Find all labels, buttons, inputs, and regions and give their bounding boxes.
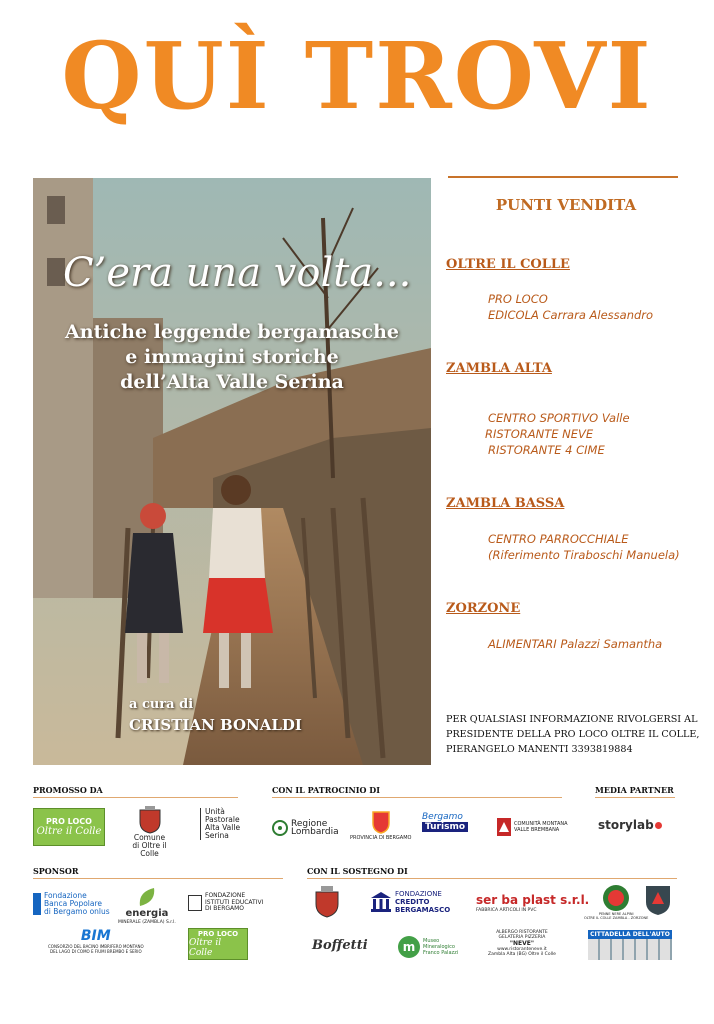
bim-logo: BIM CONSORZIO DEL BACINO IMBRIFERO MONTANO DEL LAGO DI COMO E FIUMI BREMBO E SERIO <box>48 928 144 954</box>
section-patrocinio: CON IL PATROCINIO DI <box>272 785 380 795</box>
storylab-logo: storylab <box>598 818 662 832</box>
section-rule <box>33 797 238 798</box>
crest-icon <box>313 886 341 918</box>
shop-item: RISTORANTE NEVE <box>485 427 594 441</box>
book-cover <box>33 178 431 765</box>
unita-pastorale-logo: Unità Pastorale Alta Valle Serina <box>200 808 240 840</box>
shop-item: RISTORANTE 4 CIME <box>488 443 605 457</box>
section-sostegno: CON IL SOSTEGNO DI <box>307 866 408 876</box>
shop-item: CENTRO SPORTIVO Valle <box>488 411 630 425</box>
cittadella-auto-logo: CITTADELLA DELL'AUTO <box>588 930 672 960</box>
eagle-badge-logo <box>644 884 672 916</box>
poster-title: QUÌ TROVI <box>61 22 653 130</box>
energia-minerale-logo: energia MINERALE (ZAMBLA) S.r.l. <box>118 886 176 927</box>
crest-icon <box>137 806 163 834</box>
fondazione-credito-logo: FONDAZIONE CREDITO BERGAMASCO <box>370 890 450 914</box>
ristorante-neve-logo: ALBERGO RISTORANTE GELATERIA PIZZERIA "NEVE" www.ristoranteneve.it Zambla Alta (BG) Oltre il Colle <box>488 930 556 957</box>
info-line: PIERANGELO MANENTI 3393819884 <box>446 744 633 755</box>
temple-icon <box>370 892 392 912</box>
info-contact <box>446 712 708 757</box>
leaf-icon <box>136 886 158 908</box>
cover-subtitle-line: Antiche leggende bergamasche <box>65 321 399 343</box>
comunita-montana-logo: COMUNITÀ MONTANA VALLE BREMBANA <box>497 818 568 836</box>
alpini-logo: PENNE NERE ALPINI OLTRE IL COLLE ZAMBLA - ZORZONE <box>584 884 648 920</box>
rosa-camuna-icon <box>272 820 288 836</box>
fondazione-bpb-logo: Fondazione Banca Popolare di Bergamo onlus <box>33 892 110 916</box>
info-line: PER QUALSIASI INFORMAZIONE RIVOLGERSI AL <box>446 714 698 725</box>
cover-author: CRISTIAN BONALDI <box>129 716 302 734</box>
provincia-bergamo-logo: PROVINCIA DI BERGAMO <box>350 810 411 842</box>
section-promosso: PROMOSSO DA <box>33 785 103 795</box>
shop-item: CENTRO PARROCCHIALE <box>488 532 629 546</box>
section-rule <box>33 878 283 879</box>
divider <box>448 176 678 178</box>
shop-item: ALIMENTARI Palazzi Samantha <box>488 637 663 651</box>
section-rule <box>595 797 675 798</box>
shop-item: PRO LOCO <box>488 292 548 306</box>
shield-icon <box>371 810 391 834</box>
comune-logo: Comune di Oltre il Colle <box>122 806 177 858</box>
location-oltre-il-colle: OLTRE IL COLLE <box>446 257 570 272</box>
turismo-bergamo-logo: Bergamo Turismo <box>422 812 468 832</box>
section-rule <box>307 878 677 879</box>
fondazione-istituti-logo: FONDAZIONE ISTITUTI EDUCATIVI DI BERGAMO <box>188 893 263 913</box>
museo-logo: m Museo Mineralogico Franco Palazzi <box>398 936 458 958</box>
location-zambla-bassa: ZAMBLA BASSA <box>446 496 565 511</box>
sales-heading: PUNTI VENDITA <box>495 196 637 214</box>
section-rule <box>272 797 562 798</box>
dot-icon <box>655 822 662 829</box>
comune-crest-logo <box>313 886 341 918</box>
shop-item: (Riferimento Tiraboschi Manuela) <box>488 548 680 562</box>
mountain-icon <box>497 818 511 836</box>
info-line: PRESIDENTE DELLA PRO LOCO OLTRE IL COLLE, <box>446 729 700 740</box>
regione-lombardia-logo: Regione Lombardia <box>272 820 339 836</box>
location-zambla-alta: ZAMBLA ALTA <box>446 361 552 376</box>
eagle-icon <box>644 884 672 916</box>
cover-by: a cura di <box>129 697 194 712</box>
section-sponsor: SPONSOR <box>33 866 79 876</box>
cover-subtitle <box>33 320 431 395</box>
proloco-logo: PRO LOCO Oltre il Colle <box>188 928 248 960</box>
cover-subtitle-line: e immagini storiche <box>125 346 339 368</box>
alpini-badge-icon <box>602 884 630 912</box>
museo-m-icon: m <box>398 936 420 958</box>
building-icon <box>188 895 202 911</box>
boffetti-logo: Boffetti <box>312 938 368 953</box>
serbaplast-logo: ser ba plast s.r.l. FABBRICA ARTICOLI IN PVC <box>476 893 590 913</box>
proloco-logo: PRO LOCO Oltre il Colle <box>33 808 105 846</box>
bar-icon <box>33 893 41 915</box>
shop-item: EDICOLA Carrara Alessandro <box>488 308 654 322</box>
cover-title: C’era una volta... <box>63 250 412 296</box>
cover-subtitle-line: dell’Alta Valle Serina <box>120 371 344 393</box>
car-brands-strip <box>588 939 672 960</box>
location-zorzone: ZORZONE <box>446 601 521 616</box>
section-media: MEDIA PARTNER <box>595 785 674 795</box>
